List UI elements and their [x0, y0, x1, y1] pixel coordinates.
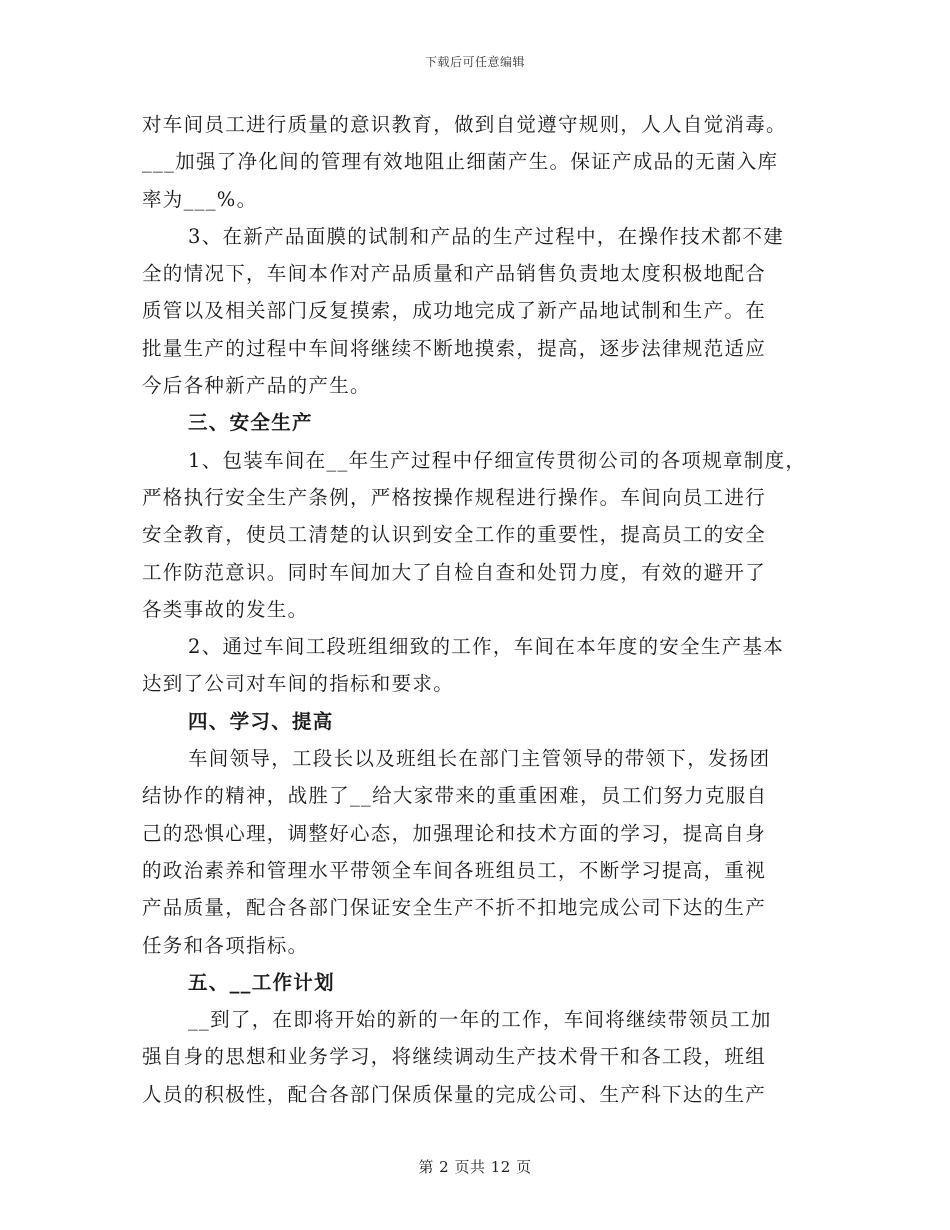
body-line: 达到了公司对车间的指标和要求。: [142, 672, 455, 696]
section-heading-plan: 五、__工作计划: [188, 970, 335, 994]
body-line: 任务和各项指标。: [142, 933, 309, 957]
body-line: 对车间员工进行质量的意识教育，做到自觉遵守规则，人人自觉消毒。: [142, 113, 787, 136]
body-line: 工作防范意识。同时车间加大了自检自查和处罚力度，有效的避开了: [142, 560, 767, 584]
paragraph-start: 车间领导，工段长以及班组长在部门主管领导的带领下，发扬团: [188, 747, 771, 771]
body-line: 批量生产的过程中车间将继续不断地摸索，提高，逐步法律规范适应: [142, 336, 767, 360]
body-line: 产品质量，配合各部门保证安全生产不折不扣地完成公司下达的生产: [142, 896, 767, 920]
paragraph-start: 2、通过车间工段班组细致的工作，车间在本年度的安全生产基本: [188, 635, 785, 659]
document-body: [142, 106, 812, 1113]
body-line: 全的情况下，车间本作对产品质量和产品销售负责地太度积极地配合: [142, 262, 767, 286]
body-line: 人员的积极性，配合各部门保质保量的完成公司、生产科下达的生产: [142, 1082, 767, 1106]
paragraph-start: __到了，在即将开始的新的一年的工作，车间将继续带领员工加: [188, 1008, 772, 1032]
body-line: 严格执行安全生产条例，严格按操作规程进行操作。车间向员工进行: [142, 485, 767, 509]
body-line: 强自身的思想和业务学习，将继续调动生产技术骨干和各工段，班组: [142, 1045, 767, 1069]
page-number: 第 2 页共 12 页: [418, 1158, 532, 1176]
body-line: 的政治素养和管理水平带领全车间各班组员工，不断学习提高，重视: [142, 858, 767, 882]
paragraph-start: 1、包装车间在__年生产过程中仔细宣传贯彻公司的各项规章制度，: [188, 448, 807, 472]
section-heading-safety: 三、安全生产: [188, 411, 313, 435]
body-line: 结协作的精神，战胜了__给大家带来的重重困难，员工们努力克服自: [142, 784, 768, 808]
body-line: 各类事故的发生。: [142, 597, 309, 621]
body-line: 今后各种新产品的产生。: [142, 374, 371, 398]
page-header: 下载后可任意编辑: [424, 55, 525, 69]
paragraph-start: 3、在新产品面膜的试制和产品的生产过程中，在操作技术都不建: [188, 224, 785, 248]
body-line: 质管以及相关部门反复摸索，成功地完成了新产品地试制和生产。在: [142, 299, 767, 323]
section-heading-learning: 四、学习、提高: [188, 709, 334, 733]
body-line: 率为___%。: [142, 187, 258, 211]
body-line: 安全教育，使员工清楚的认识到安全工作的重要性，提高员工的安全: [142, 523, 767, 547]
body-line: 己的恐惧心理，调整好心态，加强理论和技术方面的学习，提高自身: [142, 821, 767, 845]
body-line: ___加强了净化间的管理有效地阻止细菌产生。保证产成品的无菌入库: [142, 150, 779, 174]
